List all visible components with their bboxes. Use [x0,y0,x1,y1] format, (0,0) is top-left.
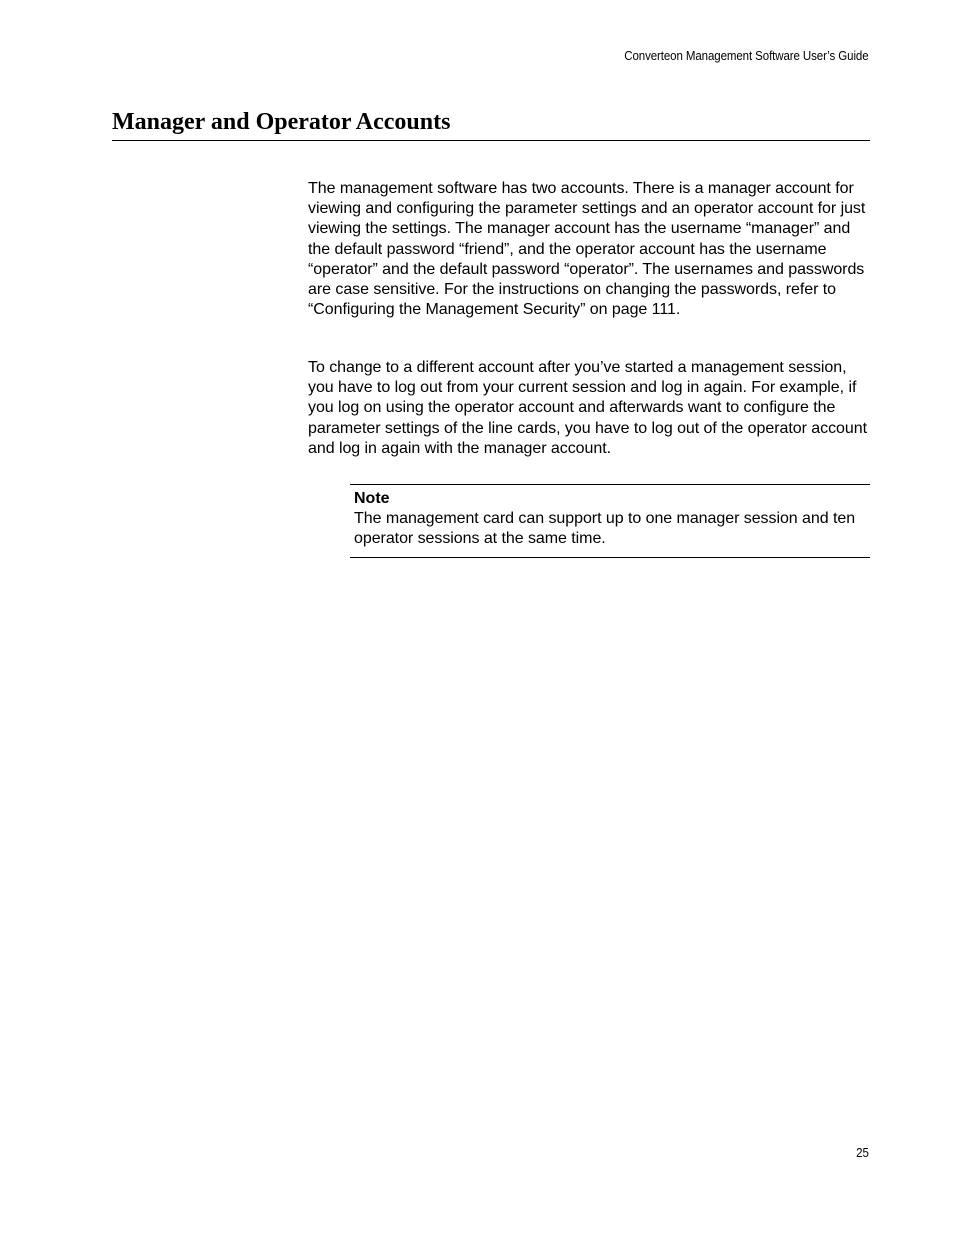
note-box [350,484,870,558]
body-paragraph-accounts: The management software has two accounts. There is a manager account for viewing and configuring the parameter settings and an operator account for just viewing the settings. The manager account has the username “manager” and the default password “friend”, and the operator account has the username “operator” and the default password “operator”. The usernames and passwords are case sensitive. For the instructions on changing the passwords, refer to “Configuring the Management Security” on page 111. [308,180,866,319]
note-text: The management card can support up to one manager session and ten operator sessions at the same time. [354,510,856,548]
running-header: Converteon Management Software User’s Guide [624,49,869,63]
title-divider [112,140,870,141]
body-paragraph-switch-account: To change to a different account after you’ve started a management session, you have to log out from your current session and log in again. For example, if you log on using the operator account and afterwards want to configure the parameter settings of the line cards, you have to log out of the operator account and log in again with the manager account. [308,359,867,457]
page-number: 25 [856,1146,869,1160]
note-title: Note [354,490,390,507]
section-title: Manager and Operator Accounts [112,109,451,135]
